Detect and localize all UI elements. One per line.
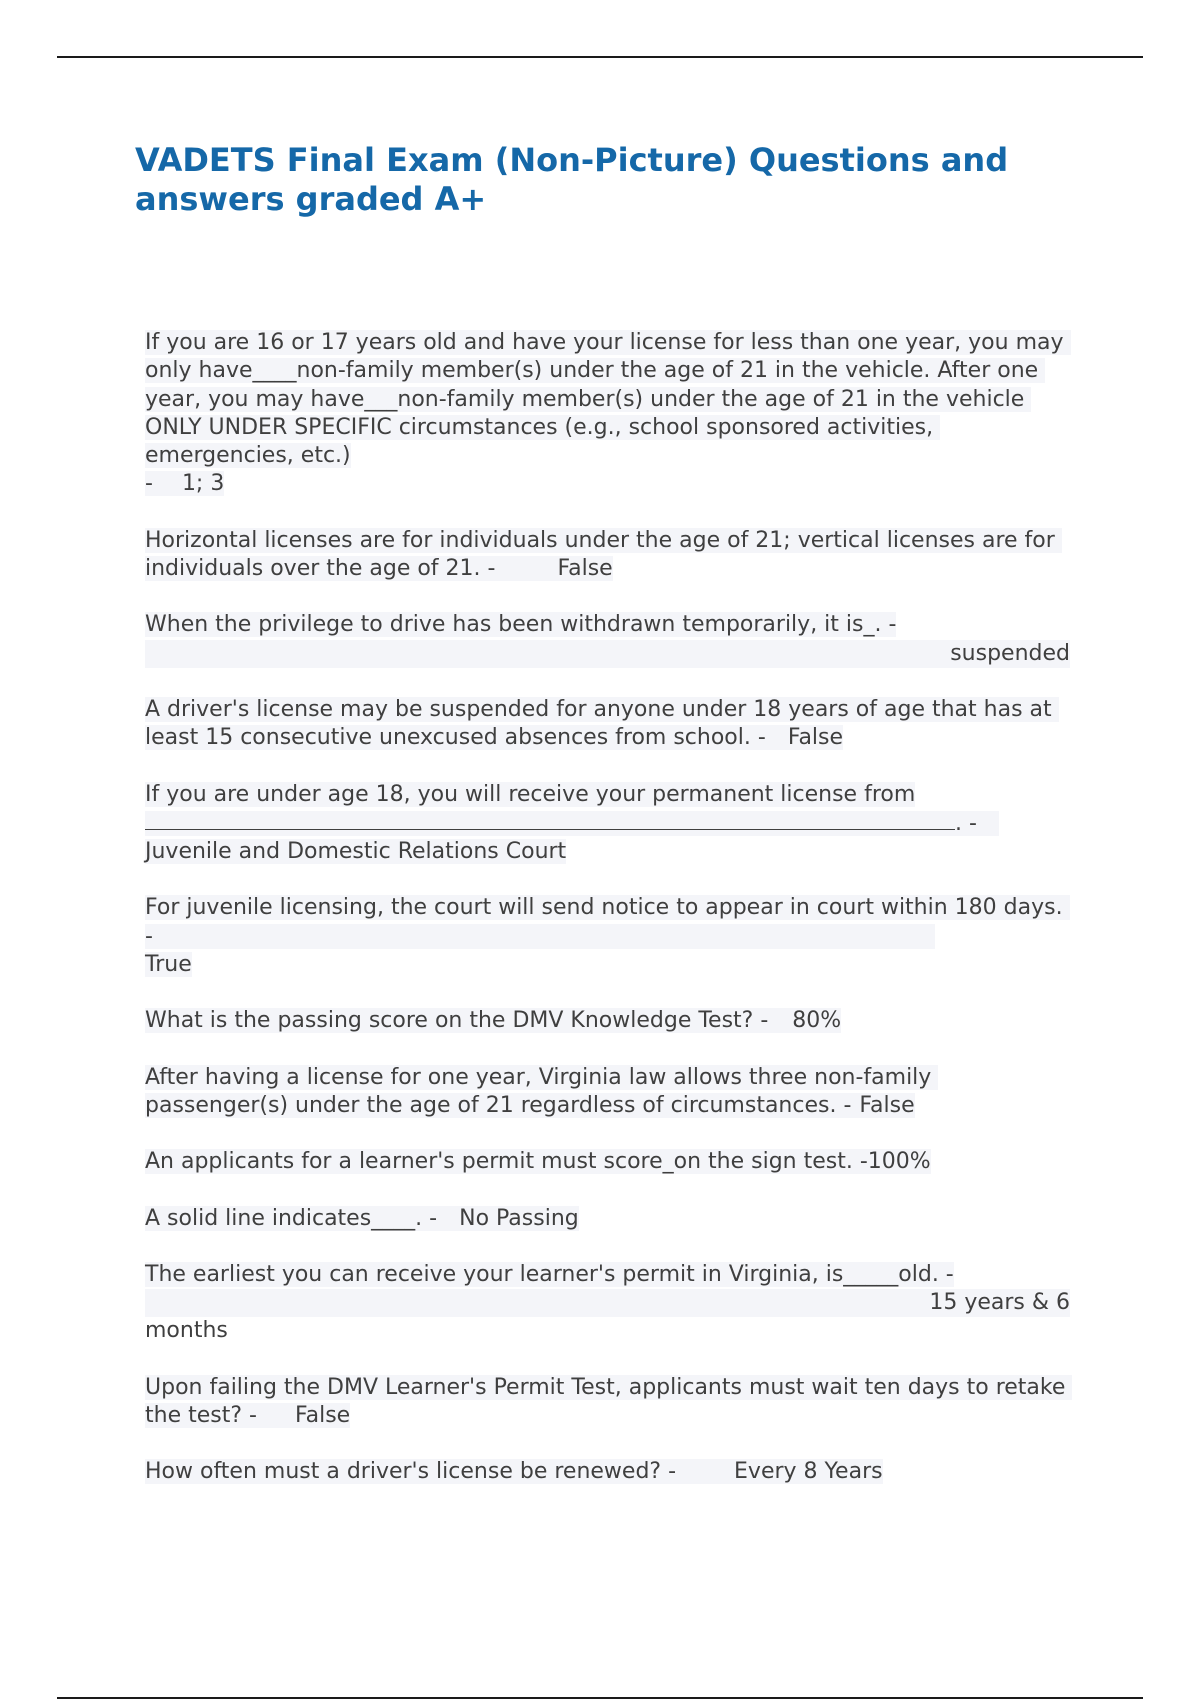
answer-blank-line (145, 809, 955, 830)
qa-item-5 (145, 781, 1070, 867)
question-4: A driver's license may be suspended for anyone under 18 years of age that has at least 15 consecutive unexcused absences from school. - (145, 696, 1059, 751)
qa-item-2 (145, 527, 1070, 584)
answer-7: 80% (792, 1008, 842, 1034)
answer-10: No Passing (459, 1205, 579, 1231)
answer-1: 1; 3 (181, 471, 225, 497)
qa-item-7 (145, 1007, 1070, 1035)
qa-item-12 (145, 1374, 1073, 1431)
answer-4: False (787, 725, 844, 751)
answer-3: suspended (145, 640, 1070, 668)
answer-9: 100% (867, 1149, 931, 1175)
qa-item-11 (145, 1261, 1070, 1346)
answer-6: True (145, 952, 192, 978)
qa-item-8 (145, 1064, 1070, 1121)
question-8: After having a license for one year, Virginia law allows three non-family passenger(s) under the age of 21 regardless of circumstances. - (145, 1064, 939, 1118)
qa-item-3 (145, 611, 1070, 668)
answer-8: False (859, 1092, 915, 1118)
question-2: Horizontal licenses are for individuals under the age of 21; vertical licenses are for individuals over the age of 21. - (145, 527, 1062, 582)
question-9: An applicants for a learner's permit must score_on the sign test. - (145, 1149, 868, 1175)
bottom-rule (57, 1697, 1143, 1699)
qa-item-13 (145, 1458, 1070, 1486)
question-5: If you are under age 18, you will receive your permanent license from (145, 781, 916, 807)
question-1: If you are 16 or 17 years old and have your license for less than one year, you may only have____non-family member(s) under the age of 21 in the vehicle. After one year, you may have___non-family member(s) under the age of 21 in the vehicle ONLY UNDER SPECIFIC circumstances (e.g., school sponsored activities, emergencies, etc.) (145, 330, 1071, 469)
qa-list (145, 329, 1073, 1515)
question-3: When the privilege to drive has been withdrawn temporarily, it is_. - (145, 612, 897, 638)
question-13: How often must a driver's license be renewed? - (145, 1459, 677, 1485)
qa-item-1 (145, 329, 1070, 499)
answer-13: Every 8 Years (734, 1459, 883, 1485)
qa-item-6 (145, 894, 1070, 979)
answer-2: False (557, 556, 613, 582)
answer-11-line-1: 15 years & 6 (145, 1289, 1070, 1317)
qa-item-4 (145, 696, 1070, 753)
answer-11-line-2: months (145, 1318, 228, 1344)
qa-item-10 (145, 1205, 1070, 1233)
top-rule (57, 56, 1143, 58)
question-10: A solid line indicates____. - (145, 1205, 438, 1231)
question-12: Upon failing the DMV Learner's Permit Test, applicants must wait ten days to retake the test? - (145, 1374, 1073, 1429)
answer-5: Juvenile and Domestic Relations Court (145, 839, 567, 865)
answer-12: False (294, 1403, 351, 1429)
answer-separator-1: - (145, 471, 160, 497)
document-title: VADETS Final Exam (Non-Picture) Questions and answers graded A+ (135, 141, 1009, 218)
question-5-tail: . - (955, 810, 977, 836)
question-7: What is the passing score on the DMV Knowledge Test? - (145, 1008, 769, 1034)
question-6: For juvenile licensing, the court will send notice to appear in court within 180 days. - (145, 895, 1070, 949)
question-11: The earliest you can receive your learner's permit in Virginia, is_____old. - (145, 1261, 954, 1287)
qa-item-9 (145, 1148, 1070, 1176)
